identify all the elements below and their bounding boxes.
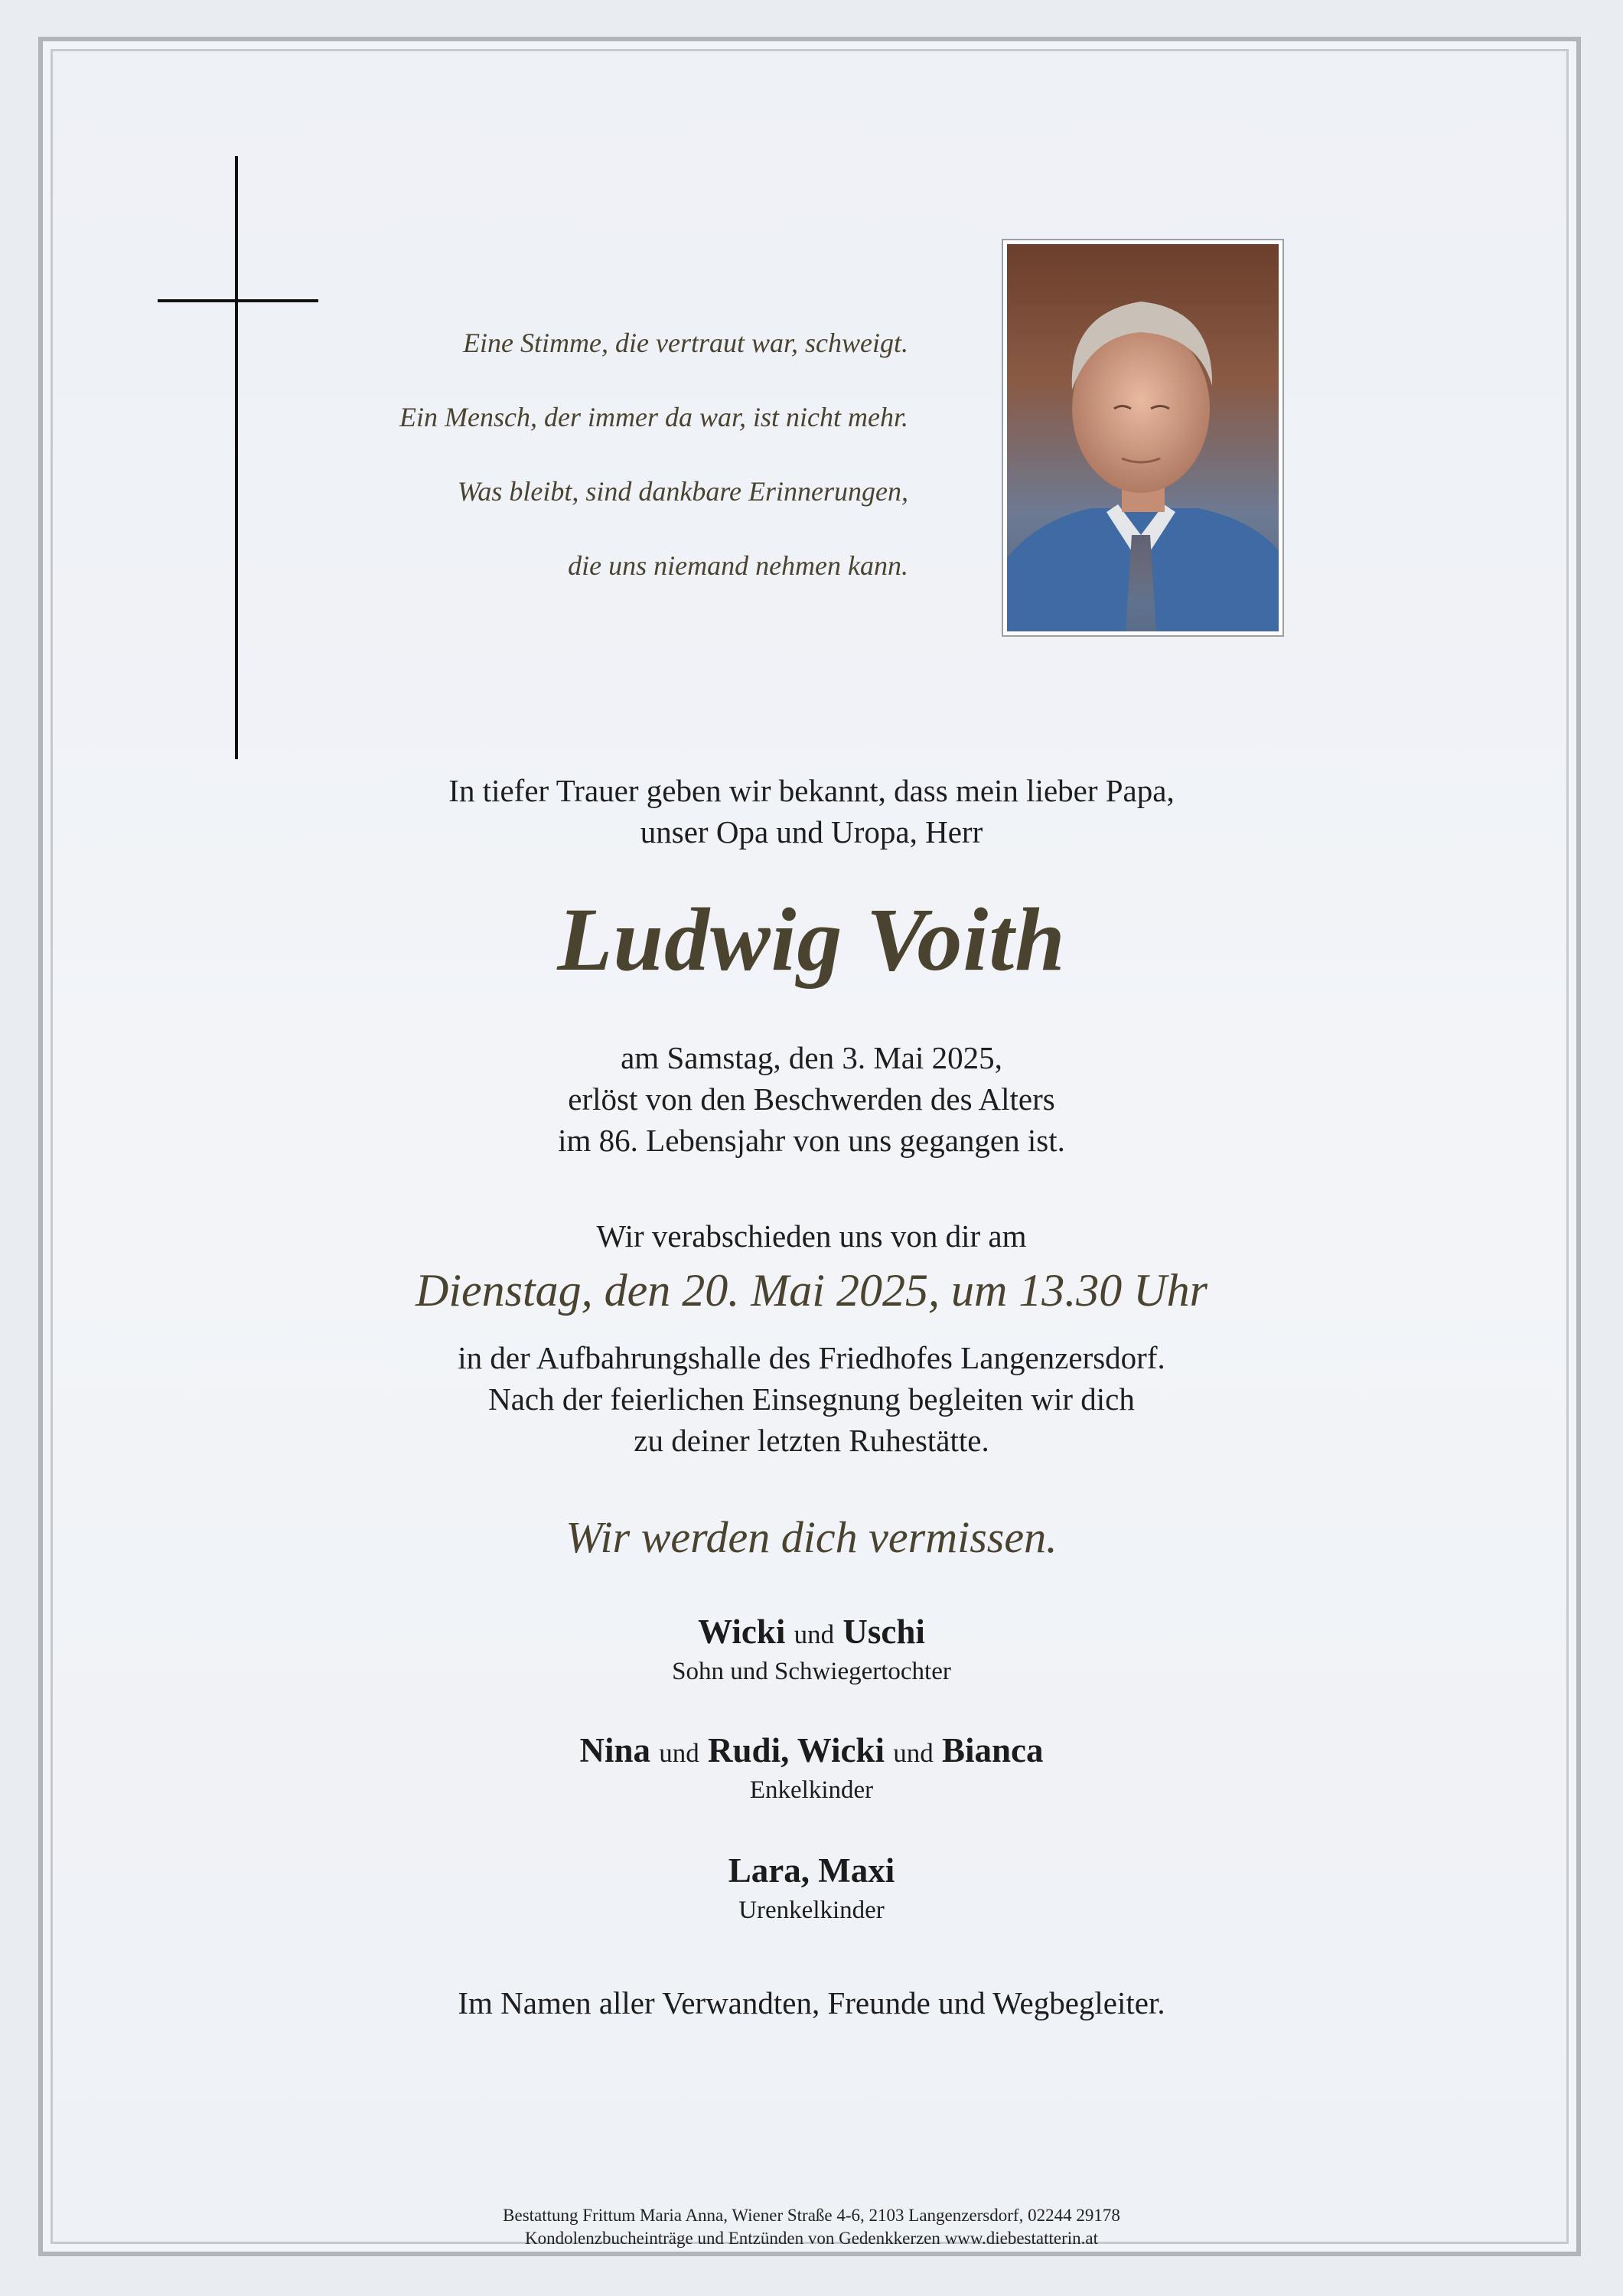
location-line-2: Nach der feierlichen Einsegnung begleiten wir dich [488, 1381, 1135, 1417]
death-line-2: erlöst von den Beschwerden des Alters [568, 1081, 1055, 1117]
family-conjunction: und [794, 1619, 835, 1649]
family-name: Uschi [842, 1613, 925, 1651]
family-name: Wicki [698, 1613, 786, 1651]
family-group-names: Lara, Maxi [728, 1851, 895, 1890]
death-line-1: am Samstag, den 3. Mai 2025, [621, 1040, 1002, 1075]
family-name: Nina [579, 1731, 651, 1769]
portrait-photo-frame [1002, 239, 1284, 637]
family-group-names [0, 1729, 1623, 1775]
family-conjunction: und [893, 1738, 934, 1768]
farewell-date: Dienstag, den 20. Mai 2025, um 13.30 Uhr [416, 1265, 1207, 1316]
footer-line-1: Bestattung Frittum Maria Anna, Wiener Straße 4-6, 2103 Langenzersdorf, 02244 29178 [503, 2206, 1120, 2225]
closing-line: Im Namen aller Verwandten, Freunde und Wegbegleiter. [458, 1985, 1165, 2020]
death-line-3: im 86. Lebensjahr von uns gegangen ist. [558, 1123, 1065, 1158]
location-line-3: zu deiner letzten Ruhestätte. [634, 1423, 989, 1458]
poem-line: die uns niemand nehmen kann. [568, 550, 908, 581]
footer-line-2: Kondolenzbucheinträge und Entzünden von Gedenkkerzen www.diebestatterin.at [525, 2229, 1098, 2248]
deceased-name: Ludwig Voith [557, 889, 1066, 990]
intro-line-1: In tiefer Trauer geben wir bekannt, dass mein lieber Papa, [448, 773, 1175, 808]
family-role: Urenkelkinder [738, 1896, 885, 1924]
poem-line: Was bleibt, sind dankbare Erinnerungen, [457, 476, 908, 507]
poem-line: Eine Stimme, die vertraut war, schweigt. [463, 328, 908, 358]
poem-line: Ein Mensch, der immer da war, ist nicht mehr. [399, 402, 908, 432]
location-line-1: in der Aufbahrungshalle des Friedhofes Langenzersdorf. [458, 1340, 1165, 1375]
cross-icon-vertical [235, 156, 238, 759]
family-role: Enkelkinder [749, 1776, 874, 1804]
family-group-names [0, 1610, 1623, 1656]
family-conjunction: und [659, 1738, 699, 1768]
family-name: Bianca [941, 1731, 1044, 1769]
family-name: Rudi, Wicki [708, 1731, 885, 1769]
miss-you-line: Wir werden dich vermissen. [565, 1512, 1058, 1562]
poem [399, 306, 908, 603]
portrait-photo [1007, 244, 1279, 631]
cross-icon-horizontal [158, 299, 318, 302]
farewell-intro: Wir verabschieden uns von dir am [596, 1218, 1027, 1254]
intro-line-2: unser Opa und Uropa, Herr [640, 814, 983, 850]
family-role: Sohn und Schwiegertochter [672, 1658, 951, 1685]
